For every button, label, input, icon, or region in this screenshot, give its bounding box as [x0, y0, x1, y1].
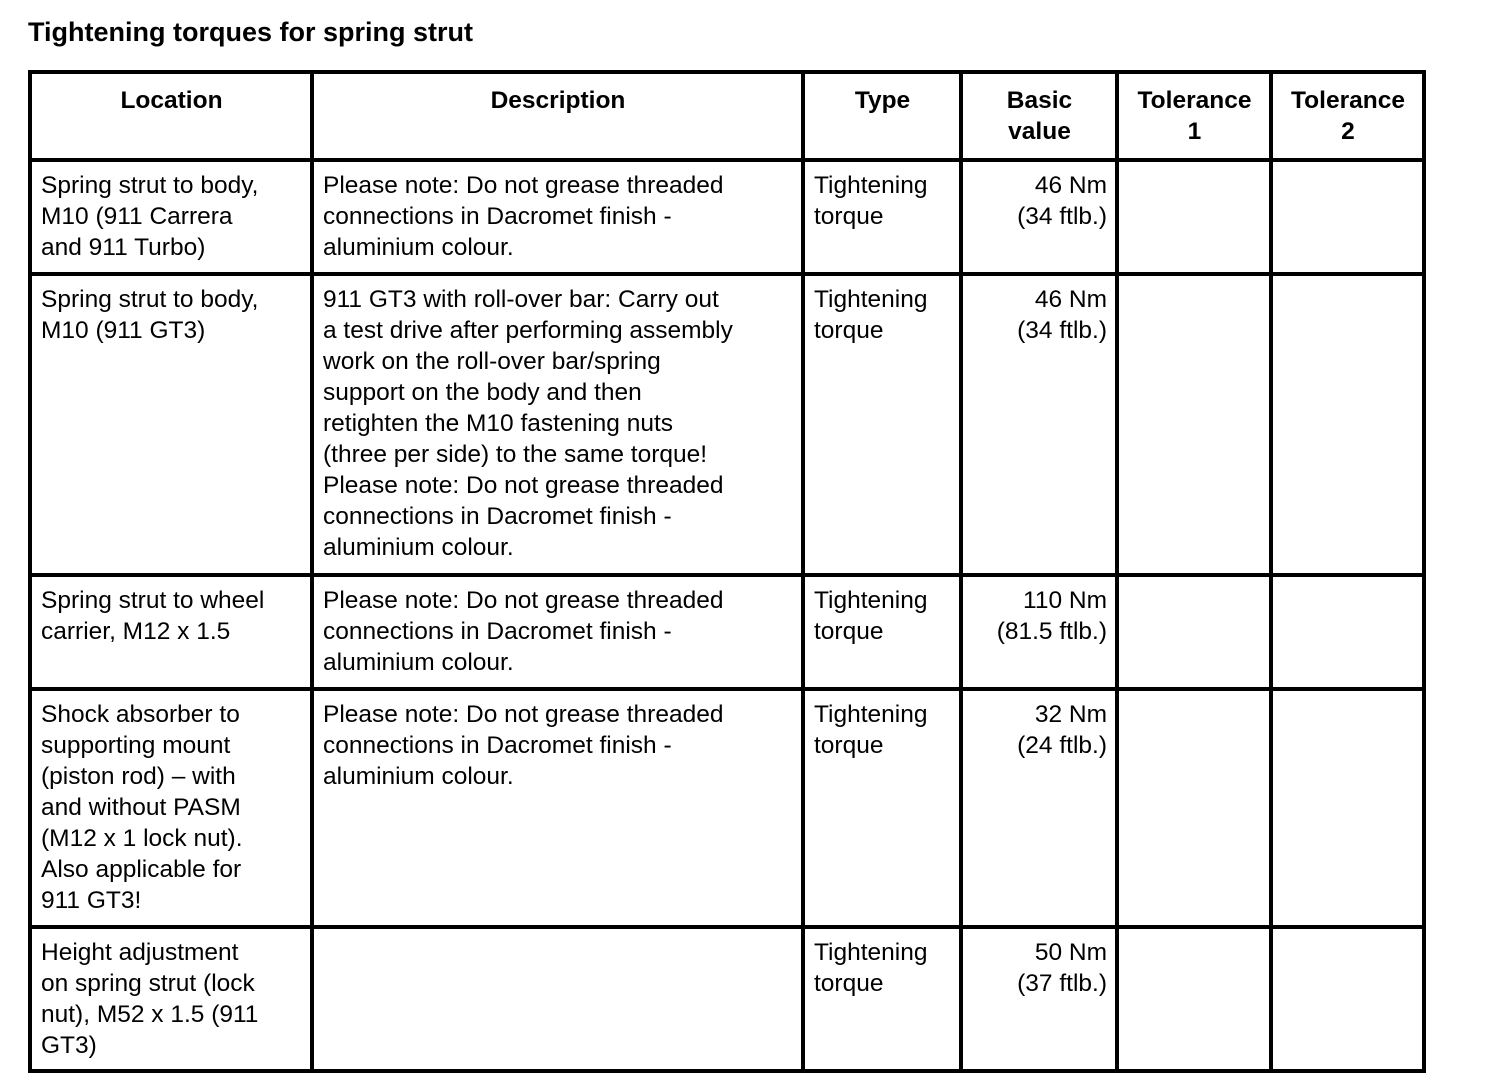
cell-type: Tightening torque — [803, 927, 961, 1071]
cell-basic-value: 50 Nm (37 ftlb.) — [961, 927, 1117, 1071]
table-row — [30, 575, 1424, 689]
cell-type: Tightening torque — [803, 160, 961, 274]
cell-location: Spring strut to body, M10 (911 Carrera and 911 Turbo) — [30, 160, 312, 274]
cell-tolerance-1 — [1117, 927, 1271, 1071]
table-header-row — [30, 72, 1424, 160]
cell-basic-value: 32 Nm (24 ftlb.) — [961, 689, 1117, 927]
cell-description: Please note: Do not grease threaded connections in Dacromet finish - aluminium colour. — [312, 575, 803, 689]
table-row — [30, 689, 1424, 927]
header-description: Description — [312, 72, 803, 160]
cell-type: Tightening torque — [803, 274, 961, 575]
cell-description: Please note: Do not grease threaded connections in Dacromet finish - aluminium colour. — [312, 689, 803, 927]
header-location: Location — [30, 72, 312, 160]
cell-tolerance-2 — [1271, 689, 1424, 927]
header-tolerance-1: Tolerance 1 — [1117, 72, 1271, 160]
cell-tolerance-1 — [1117, 575, 1271, 689]
cell-type: Tightening torque — [803, 575, 961, 689]
page-title: Tightening torques for spring strut — [28, 17, 473, 47]
header-tolerance-2: Tolerance 2 — [1271, 72, 1424, 160]
cell-tolerance-2 — [1271, 274, 1424, 575]
cell-description: 911 GT3 with roll-over bar: Carry out a test drive after performing assembly work on the roll-over bar/spring support on the body and then retighten the M10 fastening nuts (three per side) to the same torque! Please note: Do not grease threaded connections in Dacromet finish - aluminium colour. — [312, 274, 803, 575]
cell-tolerance-2 — [1271, 927, 1424, 1071]
cell-location: Spring strut to wheel carrier, M12 x 1.5 — [30, 575, 312, 689]
cell-location: Spring strut to body, M10 (911 GT3) — [30, 274, 312, 575]
table-row — [30, 927, 1424, 1071]
table-row — [30, 160, 1424, 274]
cell-location: Height adjustment on spring strut (lock nut), M52 x 1.5 (911 GT3) — [30, 927, 312, 1071]
cell-tolerance-2 — [1271, 575, 1424, 689]
cell-tolerance-1 — [1117, 160, 1271, 274]
cell-basic-value: 46 Nm (34 ftlb.) — [961, 274, 1117, 575]
cell-tolerance-2 — [1271, 160, 1424, 274]
header-basic-value: Basic value — [961, 72, 1117, 160]
cell-description: Please note: Do not grease threaded connections in Dacromet finish - aluminium colour. — [312, 160, 803, 274]
cell-type: Tightening torque — [803, 689, 961, 927]
table-row — [30, 274, 1424, 575]
cell-basic-value: 46 Nm (34 ftlb.) — [961, 160, 1117, 274]
torque-table — [28, 70, 1426, 1073]
cell-location: Shock absorber to supporting mount (piston rod) – with and without PASM (M12 x 1 lock nut). Also applicable for 911 GT3! — [30, 689, 312, 927]
cell-basic-value: 110 Nm (81.5 ftlb.) — [961, 575, 1117, 689]
cell-description — [312, 927, 803, 1071]
cell-tolerance-1 — [1117, 274, 1271, 575]
header-type: Type — [803, 72, 961, 160]
cell-tolerance-1 — [1117, 689, 1271, 927]
